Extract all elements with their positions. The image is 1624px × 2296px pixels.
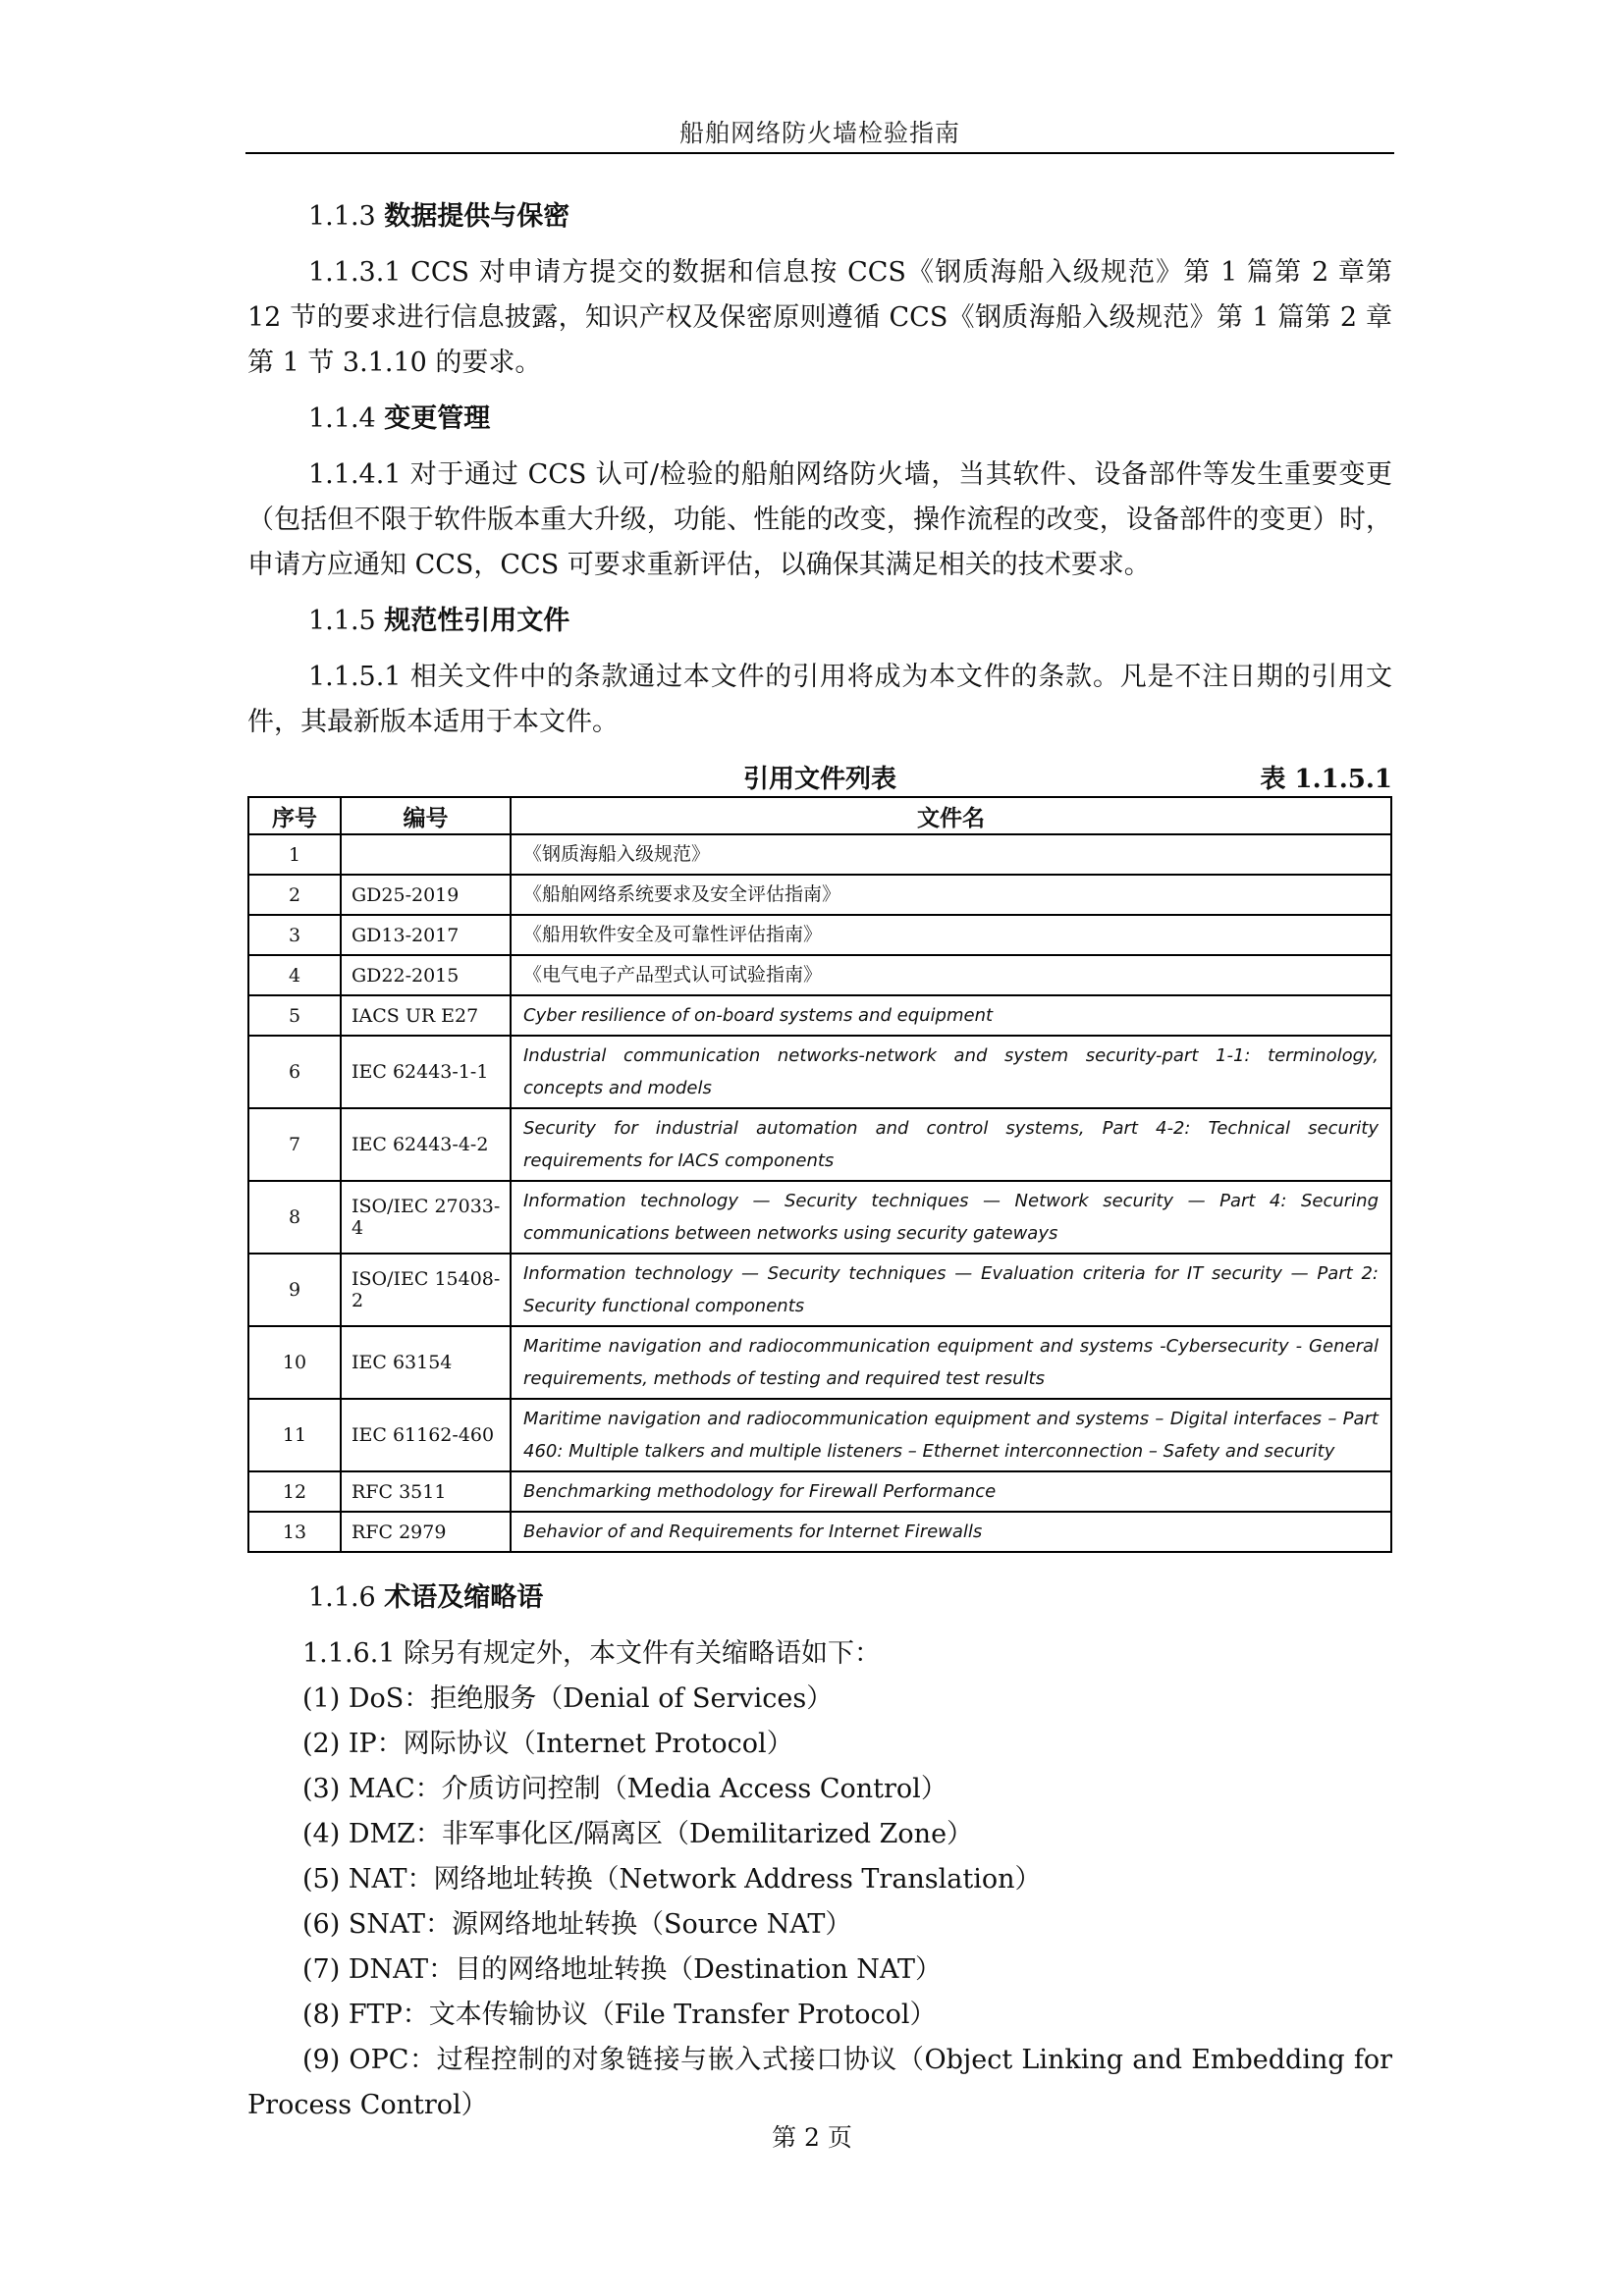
heading-1-1-3 bbox=[247, 197, 1392, 237]
running-header: 船舶网络防火墙检验指南 bbox=[678, 119, 960, 147]
document-body bbox=[247, 191, 1392, 2128]
row-name: Information technology — Security techniques — Evaluation criteria for IT security — Part 2: Security functional components bbox=[511, 1254, 1391, 1326]
table-header-row bbox=[248, 797, 1391, 834]
reference-table bbox=[247, 796, 1392, 1553]
row-index: 13 bbox=[248, 1512, 341, 1552]
heading-1-1-4 bbox=[247, 400, 1392, 439]
table-row bbox=[248, 875, 1391, 915]
page-number: 第 2 页 bbox=[772, 2123, 852, 2152]
row-code: GD22-2015 bbox=[341, 955, 511, 995]
row-index: 10 bbox=[248, 1326, 341, 1399]
row-index: 3 bbox=[248, 915, 341, 955]
heading-text: 术语及缩略语 bbox=[384, 1582, 544, 1613]
heading-1-1-5 bbox=[247, 602, 1392, 641]
table-row bbox=[248, 995, 1391, 1036]
row-code: ISO/IEC 27033-4 bbox=[341, 1181, 511, 1254]
row-index: 8 bbox=[248, 1181, 341, 1254]
row-code: IEC 62443-4-2 bbox=[341, 1108, 511, 1181]
row-index: 7 bbox=[248, 1108, 341, 1181]
table-row bbox=[248, 915, 1391, 955]
row-code: IEC 63154 bbox=[341, 1326, 511, 1399]
row-code: IEC 61162-460 bbox=[341, 1399, 511, 1471]
row-index: 4 bbox=[248, 955, 341, 995]
heading-1-1-6 bbox=[247, 1578, 1392, 1618]
table-title: 引用文件列表 bbox=[742, 765, 896, 794]
table-row bbox=[248, 1108, 1391, 1181]
column-header-name: 文件名 bbox=[511, 797, 1391, 834]
heading-number: 1.1.5 bbox=[308, 606, 376, 636]
row-index: 12 bbox=[248, 1471, 341, 1512]
heading-number: 1.1.4 bbox=[308, 403, 376, 434]
abbreviation-item: (7) DNAT：目的网络地址转换（Destination NAT） bbox=[302, 1954, 942, 1985]
abbreviation-item: (6) SNAT：源网络地址转换（Source NAT） bbox=[302, 1909, 852, 1940]
row-code: IACS UR E27 bbox=[341, 995, 511, 1036]
row-name: Cyber resilience of on-board systems and equipment bbox=[511, 995, 1391, 1036]
row-name: Behavior of and Requirements for Internet Firewalls bbox=[511, 1512, 1391, 1552]
row-name: 《电气电子产品型式认可试验指南》 bbox=[511, 955, 1391, 995]
heading-text: 变更管理 bbox=[384, 403, 491, 434]
column-header-index: 序号 bbox=[248, 797, 341, 834]
abbreviation-item: (1) DoS：拒绝服务（Denial of Services） bbox=[302, 1683, 834, 1714]
row-name: 《船舶网络系统要求及安全评估指南》 bbox=[511, 875, 1391, 915]
row-code: ISO/IEC 15408-2 bbox=[341, 1254, 511, 1326]
heading-number: 1.1.6 bbox=[308, 1582, 376, 1613]
table-row bbox=[248, 955, 1391, 995]
abbreviation-item: (2) IP：网际协议（Internet Protocol） bbox=[302, 1729, 793, 1759]
row-index: 11 bbox=[248, 1399, 341, 1471]
row-code: GD25-2019 bbox=[341, 875, 511, 915]
abbreviation-item: (3) MAC：介质访问控制（Media Access Control） bbox=[302, 1774, 947, 1804]
row-name: Industrial communication networks-network and system security-part 1-1: terminology, concepts and models bbox=[511, 1036, 1391, 1108]
column-header-code: 编号 bbox=[341, 797, 511, 834]
paragraph-1-1-6-1: 1.1.6.1 除另有规定外，本文件有关缩略语如下： bbox=[302, 1638, 882, 1669]
table-row bbox=[248, 1254, 1391, 1326]
row-code: IEC 62443-1-1 bbox=[341, 1036, 511, 1108]
row-index: 5 bbox=[248, 995, 341, 1036]
row-name: Benchmarking methodology for Firewall Performance bbox=[511, 1471, 1391, 1512]
heading-text: 规范性引用文件 bbox=[384, 606, 570, 636]
table-row bbox=[248, 1512, 1391, 1552]
abbreviation-item: (9) OPC：过程控制的对象链接与嵌入式接口协议（Object Linking and Embedding for Process Control） bbox=[247, 2045, 1392, 2120]
row-name: Maritime navigation and radiocommunication equipment and systems -Cybersecurity - General requirements, methods of testing and required test results bbox=[511, 1326, 1391, 1399]
row-name: 《船用软件安全及可靠性评估指南》 bbox=[511, 915, 1391, 955]
abbreviation-item: (5) NAT：网络地址转换（Network Address Translation） bbox=[302, 1864, 1042, 1895]
table-row bbox=[248, 1326, 1391, 1399]
paragraph-1-1-5-1: 1.1.5.1 相关文件中的条款通过本文件的引用将成为本文件的条款。凡是不注日期的引用文件，其最新版本适用于本文件。 bbox=[247, 662, 1392, 737]
table-row bbox=[248, 834, 1391, 875]
heading-number: 1.1.3 bbox=[308, 201, 376, 232]
row-name: Information technology — Security techniques — Network security — Part 4: Securing communications between networks using security gateways bbox=[511, 1181, 1391, 1254]
paragraph-1-1-3-1: 1.1.3.1 CCS 对申请方提交的数据和信息按 CCS《钢质海船入级规范》第 1 篇第 2 章第 12 节的要求进行信息披露，知识产权及保密原则遵循 CCS《钢质海船入级规范》第 1 篇第 2 章第 1 节 3.1.10 的要求。 bbox=[247, 257, 1392, 378]
row-index: 9 bbox=[248, 1254, 341, 1326]
row-index: 1 bbox=[248, 834, 341, 875]
row-name: Maritime navigation and radiocommunication equipment and systems – Digital interfaces – Part 460: Multiple talkers and multiple listeners – Ethernet interconnection – Safety and security bbox=[511, 1399, 1391, 1471]
table-row bbox=[248, 1181, 1391, 1254]
table-caption bbox=[247, 759, 1392, 796]
row-index: 6 bbox=[248, 1036, 341, 1108]
header-rule bbox=[245, 152, 1394, 154]
table-row bbox=[248, 1399, 1391, 1471]
table-row bbox=[248, 1036, 1391, 1108]
row-code bbox=[341, 834, 511, 875]
row-name: Security for industrial automation and control systems, Part 4-2: Technical security requirements for IACS components bbox=[511, 1108, 1391, 1181]
heading-text: 数据提供与保密 bbox=[384, 201, 570, 232]
paragraph-1-1-4-1: 1.1.4.1 对于通过 CCS 认可/检验的船舶网络防火墙，当其软件、设备部件等发生重要变更（包括但不限于软件版本重大升级，功能、性能的改变，操作流程的改变，设备部件的变更）时，申请方应通知 CCS，CCS 可要求重新评估，以确保其满足相关的技术要求。 bbox=[247, 459, 1392, 580]
abbreviation-item: (4) DMZ：非军事化区/隔离区（Demilitarized Zone） bbox=[302, 1819, 974, 1849]
row-name: 《钢质海船入级规范》 bbox=[511, 834, 1391, 875]
row-code: RFC 2979 bbox=[341, 1512, 511, 1552]
row-code: RFC 3511 bbox=[341, 1471, 511, 1512]
table-row bbox=[248, 1471, 1391, 1512]
row-code: GD13-2017 bbox=[341, 915, 511, 955]
row-index: 2 bbox=[248, 875, 341, 915]
table-number: 表 1.1.5.1 bbox=[1260, 765, 1392, 794]
abbreviation-item: (8) FTP：文本传输协议（File Transfer Protocol） bbox=[302, 2000, 937, 2030]
